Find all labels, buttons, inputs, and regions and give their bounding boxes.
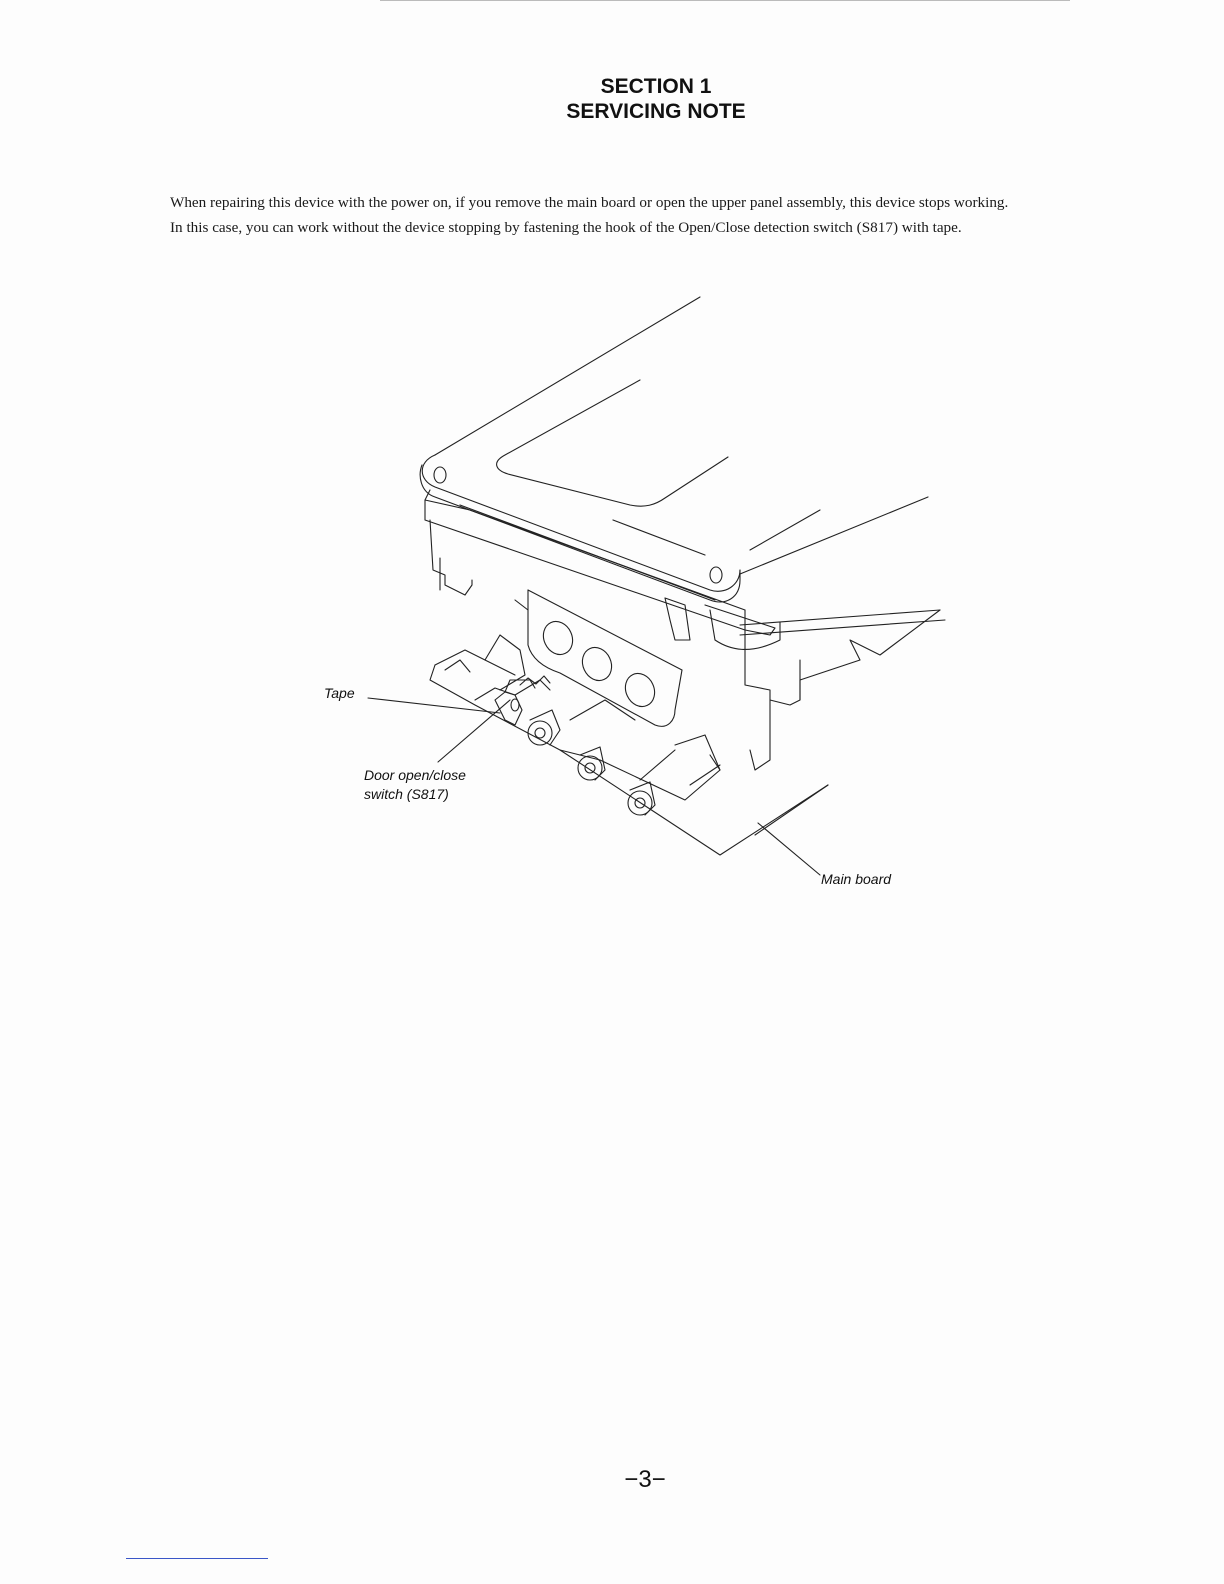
top-rule	[380, 0, 1070, 1]
lid-screw-right	[710, 567, 722, 583]
bracket-drawing	[515, 590, 682, 726]
main-board-leader	[758, 823, 820, 875]
paragraph-line-1: When repairing this device with the power on, if you remove the main board or open the upper panel assembly, this device stops working.	[170, 194, 1009, 211]
bracket-hole-2	[577, 643, 617, 686]
servicing-note-paragraph	[170, 190, 1130, 240]
section-number: SECTION 1	[600, 75, 712, 98]
page-number: −3−	[624, 1466, 666, 1493]
paragraph-line-2: In this case, you can work without the device stopping by fastening the hook of the Open/Close detection switch (S817) with tape.	[170, 219, 962, 236]
section-title: SERVICING NOTE	[566, 100, 746, 123]
upper-panel-drawing	[420, 297, 928, 602]
switch-callout-line-2: switch (S817)	[364, 786, 449, 802]
lid-screw-left	[434, 467, 446, 483]
bracket-hole-1	[538, 617, 578, 660]
section-heading	[0, 74, 1224, 124]
connector-drawing	[528, 710, 655, 815]
body-drawing	[425, 490, 945, 770]
main-board-drawing	[430, 635, 828, 855]
bottom-rule	[126, 1558, 268, 1559]
tape-callout: Tape	[324, 685, 355, 701]
tape-leader	[368, 698, 500, 713]
main-board-callout: Main board	[821, 871, 892, 887]
switch-leader	[438, 700, 510, 762]
device-illustration	[300, 280, 960, 900]
switch-callout	[364, 766, 466, 804]
switch-drawing	[495, 676, 550, 725]
switch-callout-line-1: Door open/close	[364, 767, 466, 783]
bracket-hole-3	[620, 669, 660, 712]
